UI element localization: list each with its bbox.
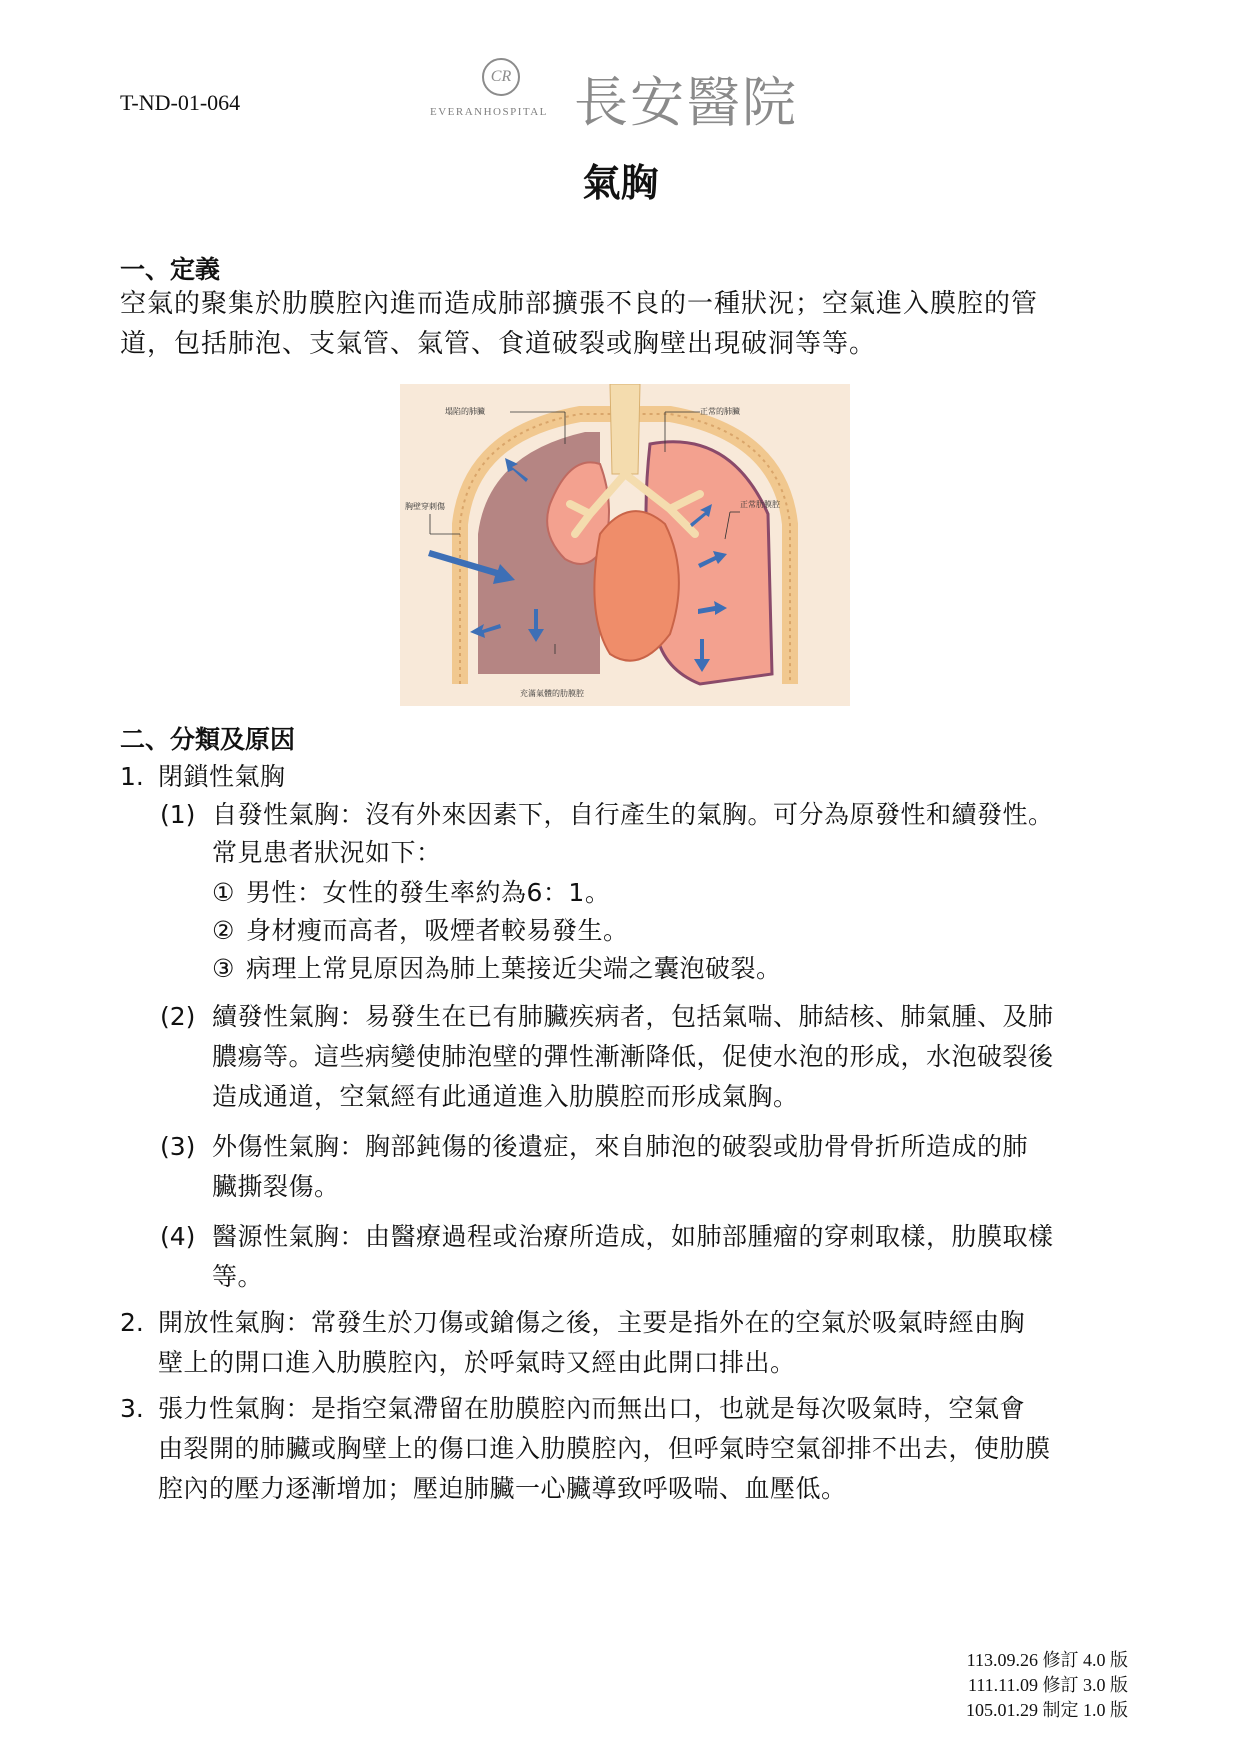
list-number: 2. (120, 1308, 144, 1337)
list-text: 張力性氣胸：是指空氣滯留在肋膜腔內而無出口，也就是每次吸氣時，空氣會 (158, 1394, 1026, 1423)
list-text: 造成通道，空氣經有此通道進入肋膜腔而形成氣胸。 (212, 1082, 799, 1111)
label-air-filled-space: 充滿氣體的肋膜腔 (520, 689, 584, 698)
list-text: 病理上常見原因為肺上葉接近尖端之囊泡破裂。 (246, 954, 782, 983)
list-number: ① (212, 878, 235, 907)
list-text: 臟撕裂傷。 (212, 1172, 340, 1201)
list-text: 續發性氣胸：易發生在已有肺臟疾病者，包括氣喘、肺結核、肺氣腫、及肺 (212, 1002, 1054, 1031)
label-normal-lung: 正常的肺臟 (700, 407, 740, 416)
list-text: 閉鎖性氣胸 (158, 762, 286, 791)
hospital-logo (430, 58, 830, 134)
list-number: (2) (160, 1002, 196, 1031)
definition-line: 道，包括肺泡、支氣管、氣管、食道破裂或胸壁出現破洞等等。 (120, 329, 877, 359)
label-collapsed-lung: 塌陷的肺臟 (445, 407, 485, 416)
pneumothorax-illustration (400, 384, 850, 706)
revision-line: 113.09.26 修訂 4.0 版 (966, 1650, 1128, 1670)
section-heading-classification: 二、分類及原因 (120, 725, 296, 754)
label-chest-wound: 胸壁穿刺傷 (405, 502, 445, 511)
revision-history (966, 1648, 1128, 1723)
list-number: ② (212, 916, 235, 945)
definition-paragraph (120, 284, 1130, 364)
heart (594, 511, 679, 661)
list-text: 外傷性氣胸：胸部鈍傷的後遺症，來自肺泡的破裂或肋骨骨折所造成的肺 (212, 1132, 1029, 1161)
list-number: ③ (212, 954, 235, 983)
list-text: 男性：女性的發生率約為6：1。 (246, 878, 611, 907)
logo-english-name: EVERANHOSPITAL (430, 106, 548, 118)
revision-line: 111.11.09 修訂 3.0 版 (968, 1675, 1128, 1695)
logo-chinese-name: 長安醫院 (574, 71, 798, 134)
list-text: 由裂開的肺臟或胸壁上的傷口進入肋膜腔內，但呼氣時空氣卻排不出去，使肋膜 (158, 1434, 1051, 1463)
list-text: 常見患者狀況如下： (212, 838, 442, 867)
list-text: 身材瘦而高者，吸煙者較易發生。 (246, 916, 629, 945)
label-normal-pleural-space: 正常肋膜腔 (740, 500, 780, 509)
list-number: (4) (160, 1222, 196, 1251)
list-number: (1) (160, 800, 196, 829)
list-number: 1. (120, 762, 144, 791)
list-text: 膿瘍等。這些病變使肺泡壁的彈性漸漸降低，促使水泡的形成，水泡破裂後 (212, 1042, 1054, 1071)
list-text: 開放性氣胸：常發生於刀傷或鎗傷之後，主要是指外在的空氣於吸氣時經由胸 (158, 1308, 1026, 1337)
document-code: T-ND-01-064 (120, 90, 241, 115)
list-text: 壁上的開口進入肋膜腔內，於呼氣時又經由此開口排出。 (158, 1348, 796, 1377)
list-text: 自發性氣胸：沒有外來因素下，自行產生的氣胸。可分為原發性和續發性。 (212, 800, 1054, 829)
list-text: 腔內的壓力逐漸增加；壓迫肺臟一心臟導致呼吸喘、血壓低。 (158, 1474, 847, 1503)
list-text: 醫源性氣胸：由醫療過程或治療所造成，如肺部腫瘤的穿刺取樣，肋膜取樣 (212, 1222, 1054, 1251)
trachea (610, 384, 640, 474)
logo-seal-icon: CR (482, 58, 520, 96)
list-text: 等。 (212, 1262, 264, 1291)
page-title: 氣胸 (582, 161, 659, 205)
lung-diagram-svg (400, 384, 850, 706)
list-number: (3) (160, 1132, 196, 1161)
list-number: 3. (120, 1394, 144, 1423)
definition-line: 空氣的聚集於肋膜腔內進而造成肺部擴張不良的一種狀況；空氣進入膜腔的管 (120, 289, 1039, 319)
section-heading-definition: 一、定義 (120, 255, 221, 284)
revision-line: 105.01.29 制定 1.0 版 (966, 1700, 1128, 1720)
